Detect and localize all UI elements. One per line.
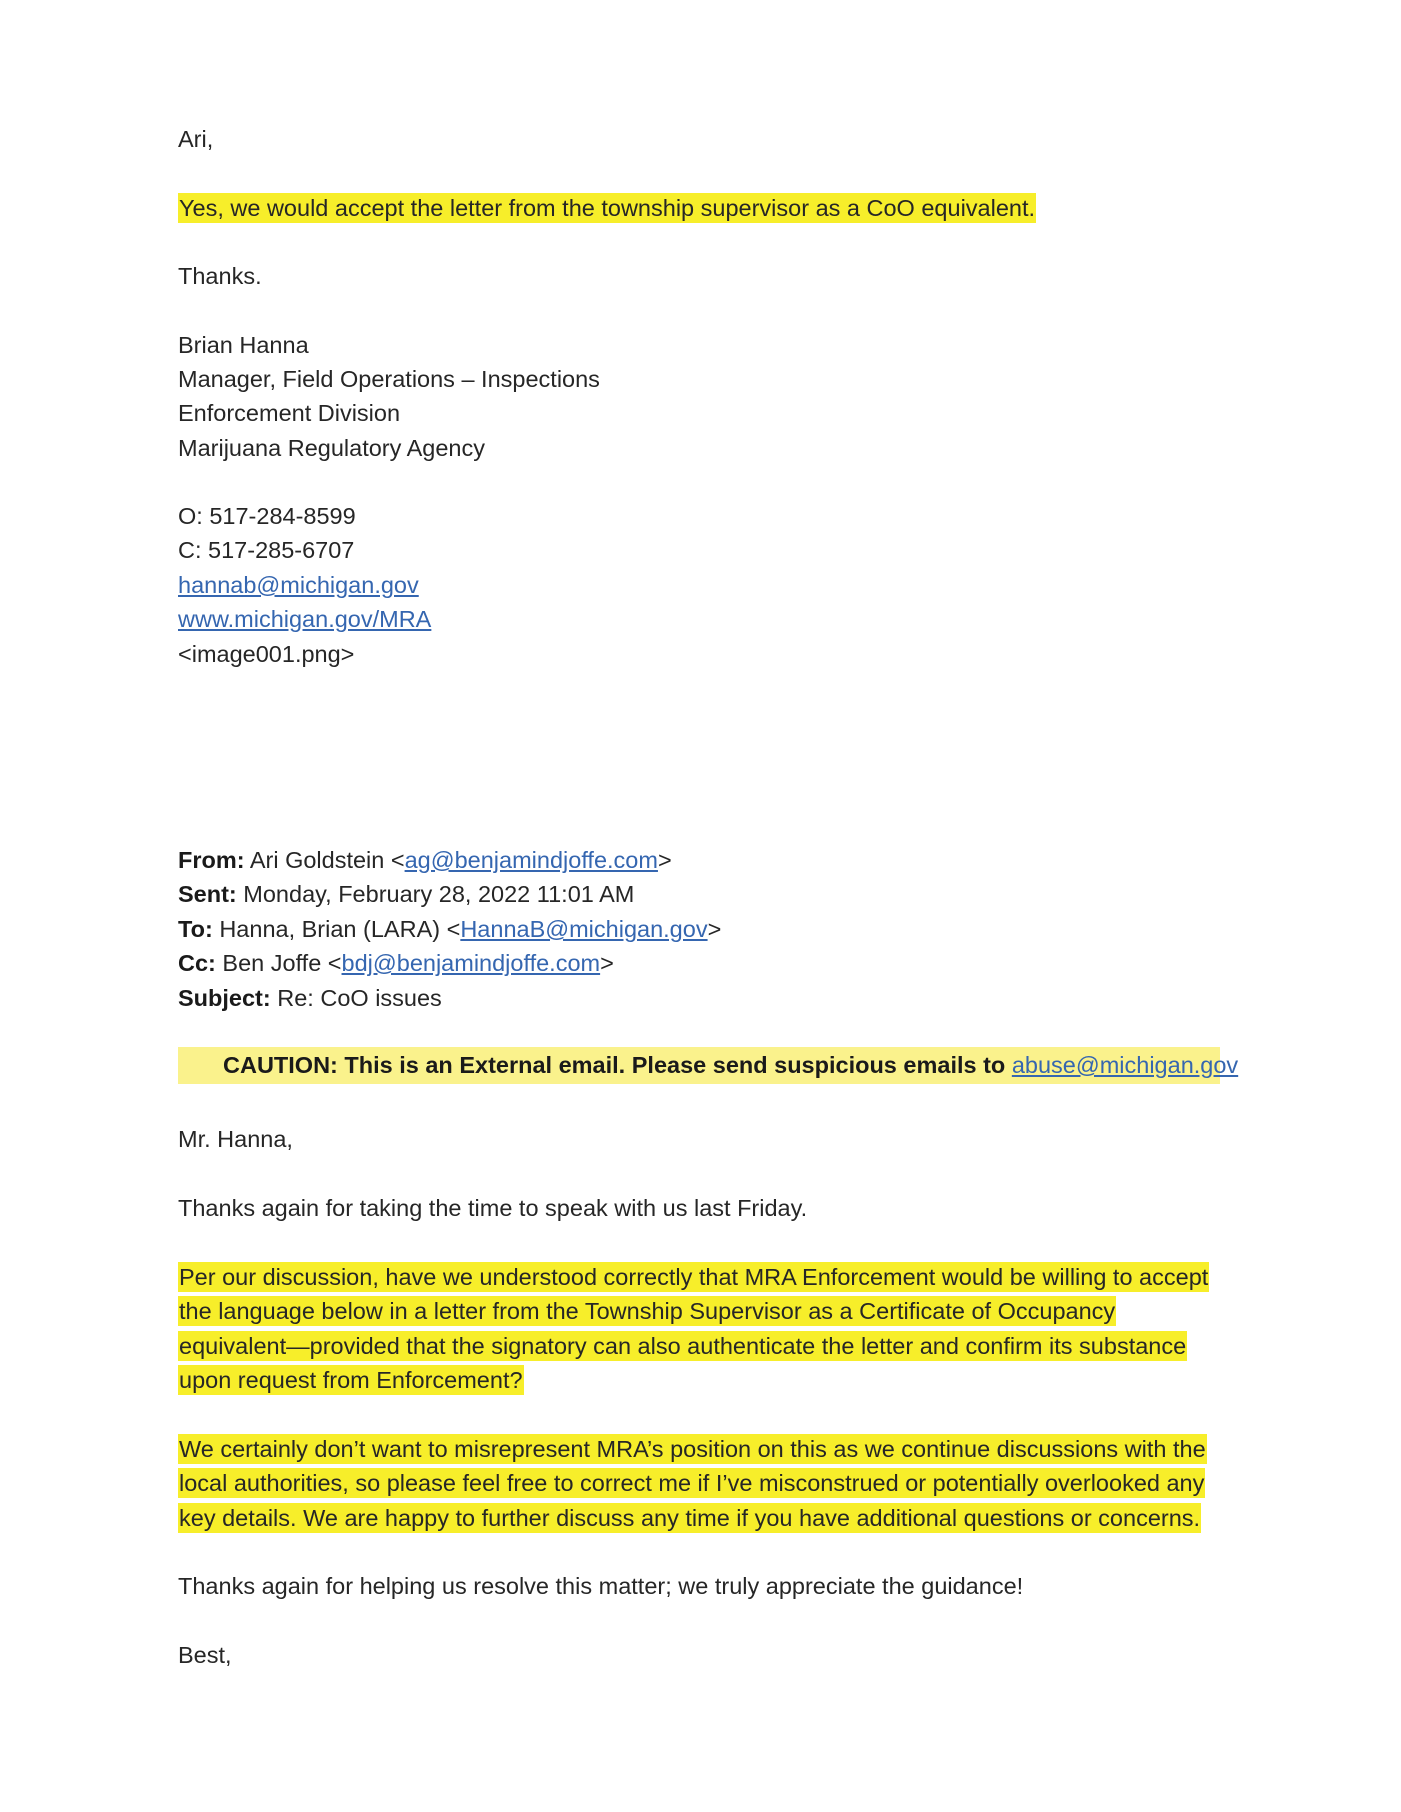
caution-email-link[interactable]: abuse@michigan.gov bbox=[1011, 1052, 1239, 1078]
from-name: Ari Goldstein < bbox=[249, 847, 405, 873]
caution-text: CAUTION: This is an External email. Please send suspicious emails to bbox=[223, 1052, 1006, 1078]
subject-label: Subject: bbox=[178, 985, 271, 1011]
header-from bbox=[178, 843, 672, 877]
signature-email-link[interactable]: hannab@michigan.gov bbox=[178, 572, 419, 598]
from-close: > bbox=[657, 847, 672, 873]
to-close: > bbox=[707, 916, 722, 942]
para2-line: Per our discussion, have we understood correctly that MRA Enforcement would be willing to accept bbox=[179, 1264, 1209, 1290]
original-greeting: Mr. Hanna, bbox=[178, 1126, 293, 1152]
cc-close: > bbox=[600, 950, 614, 976]
subject-value: Re: CoO issues bbox=[277, 985, 442, 1011]
reply-greeting: Ari, bbox=[178, 126, 214, 152]
original-para4: Thanks again for helping us resolve this matter; we truly appreciate the guidance! bbox=[178, 1573, 1024, 1599]
para2-line: upon request from Enforcement? bbox=[179, 1367, 523, 1393]
to-label: To: bbox=[178, 916, 213, 942]
signature-email-line bbox=[178, 568, 419, 602]
para2-line: equivalent—provided that the signatory can also authenticate the letter and confirm its substance bbox=[179, 1333, 1187, 1359]
caution-banner bbox=[178, 1047, 1239, 1084]
reply-answer bbox=[178, 191, 1036, 225]
header-subject bbox=[178, 981, 442, 1015]
signature-website-line bbox=[178, 602, 431, 636]
signature-cell-phone: C: 517-285-6707 bbox=[178, 537, 355, 563]
from-label: From: bbox=[178, 847, 245, 873]
cc-label: Cc: bbox=[178, 950, 216, 976]
signature-title: Manager, Field Operations – Inspections bbox=[178, 366, 600, 392]
signature-website-link[interactable]: www.michigan.gov/MRA bbox=[178, 606, 432, 632]
para2-line: the language below in a letter from the Township Supervisor as a Certificate of Occupancy bbox=[179, 1298, 1116, 1324]
para3-line: local authorities, so please feel free to correct me if I’ve misconstrued or potentially overlooked any bbox=[179, 1470, 1205, 1496]
signature-image-placeholder: <image001.png> bbox=[178, 641, 355, 667]
sent-value: Monday, February 28, 2022 11:01 AM bbox=[243, 881, 635, 907]
reply-thanks: Thanks. bbox=[178, 263, 262, 289]
signature-agency: Marijuana Regulatory Agency bbox=[178, 435, 485, 461]
reply-answer-highlight: Yes, we would accept the letter from the township supervisor as a CoO equivalent. bbox=[179, 195, 1036, 221]
header-sent bbox=[178, 877, 634, 911]
signature-division: Enforcement Division bbox=[178, 400, 401, 426]
para3-line: We certainly don’t want to misrepresent MRA’s position on this as we continue discussions with the bbox=[179, 1436, 1206, 1462]
original-closing: Best, bbox=[178, 1642, 232, 1668]
header-cc bbox=[178, 946, 614, 980]
to-email-link[interactable]: HannaB@michigan.gov bbox=[460, 916, 708, 942]
to-name: Hanna, Brian (LARA) < bbox=[219, 916, 461, 942]
header-to bbox=[178, 912, 721, 946]
original-para1: Thanks again for taking the time to speak with us last Friday. bbox=[178, 1195, 808, 1221]
from-email-link[interactable]: ag@benjamindjoffe.com bbox=[404, 847, 658, 873]
signature-name: Brian Hanna bbox=[178, 332, 309, 358]
cc-email-link[interactable]: bdj@benjamindjoffe.com bbox=[341, 950, 601, 976]
cc-name: Ben Joffe < bbox=[222, 950, 342, 976]
sent-label: Sent: bbox=[178, 881, 237, 907]
para3-line: key details. We are happy to further discuss any time if you have additional questions or concerns. bbox=[179, 1505, 1201, 1531]
signature-office-phone: O: 517-284-8599 bbox=[178, 503, 356, 529]
